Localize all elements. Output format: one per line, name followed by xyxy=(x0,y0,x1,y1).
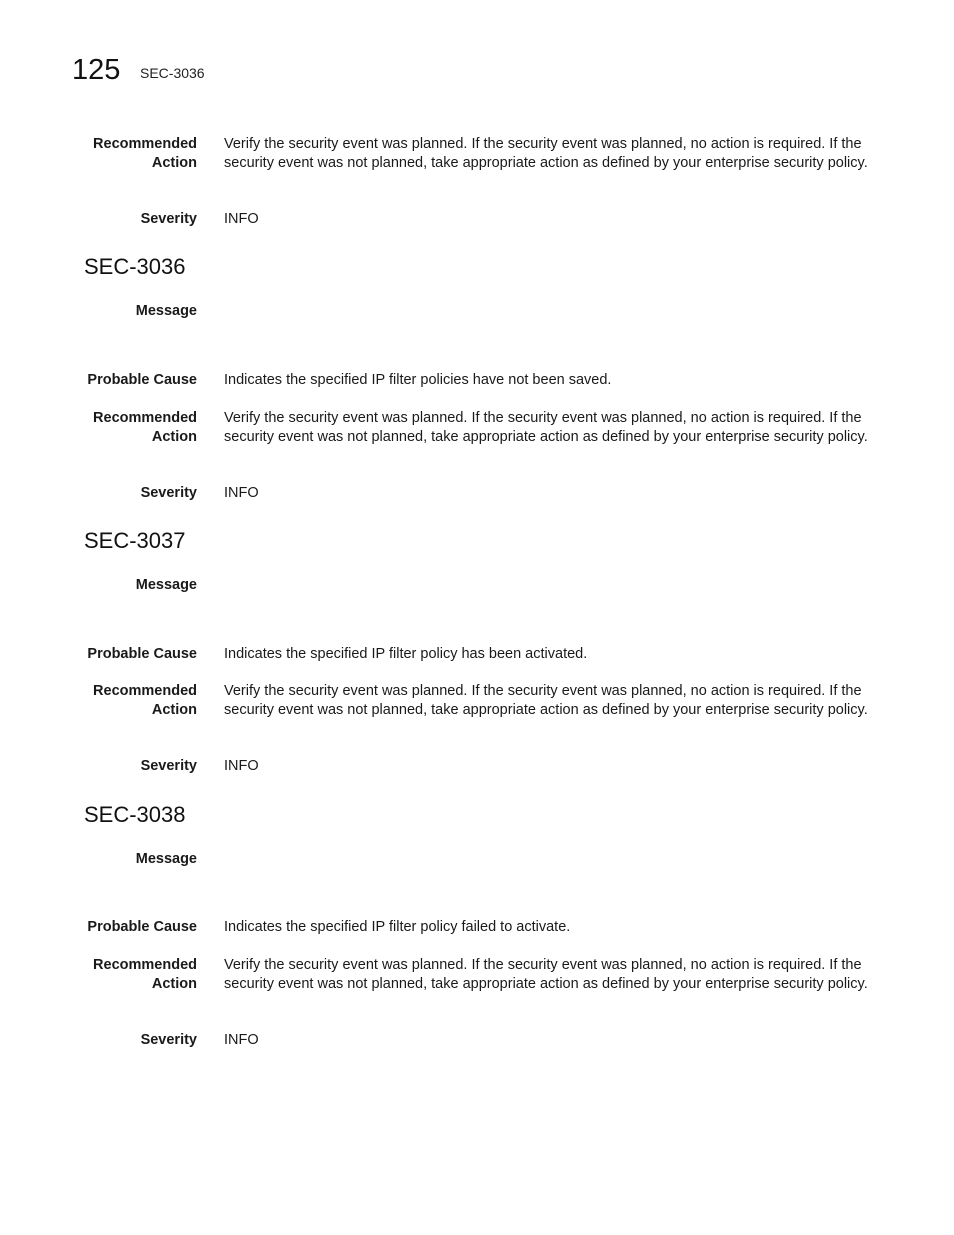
recommended-action-label: Recommended Action xyxy=(93,410,197,445)
probable-cause-label: Probable Cause xyxy=(87,919,197,935)
probable-cause-text: Indicates the specified IP filter policy failed to activate. xyxy=(224,919,571,935)
recommended-action-label: Recommended Action xyxy=(93,683,197,718)
recommended-action-text: Verify the security event was planned. If the security event was planned, no action is required. If the security event was not planned, take appropriate action as defined by your enterprise security policy. xyxy=(224,957,868,992)
severity-value: INFO xyxy=(224,485,259,501)
message-label: Message xyxy=(135,303,197,319)
recommended-action-text: Verify the security event was planned. If the security event was planned, no action is required. If the security event was not planned, take appropriate action as defined by your enterprise security policy. xyxy=(224,136,868,171)
probable-cause-label: Probable Cause xyxy=(87,372,197,388)
recommended-action-label: Recommended Action xyxy=(93,136,197,171)
severity-value: INFO xyxy=(224,1032,259,1048)
recommended-action-text: Verify the security event was planned. If the security event was planned, no action is required. If the security event was not planned, take appropriate action as defined by your enterprise security policy. xyxy=(224,683,868,718)
running-title: SEC-3036 xyxy=(140,65,205,81)
probable-cause-text: Indicates the specified IP filter policies have not been saved. xyxy=(224,372,612,388)
probable-cause-label: Probable Cause xyxy=(87,646,197,662)
severity-label: Severity xyxy=(140,1032,197,1048)
severity-label: Severity xyxy=(140,211,197,227)
probable-cause-text: Indicates the specified IP filter policy has been activated. xyxy=(224,646,588,662)
severity-value: INFO xyxy=(224,758,259,774)
page-number: 125 xyxy=(72,54,121,86)
section-title: SEC-3036 xyxy=(84,254,186,279)
message-label: Message xyxy=(135,577,197,593)
severity-label: Severity xyxy=(140,485,197,501)
message-label: Message xyxy=(135,851,197,867)
section-title: SEC-3037 xyxy=(84,528,186,553)
recommended-action-text: Verify the security event was planned. If the security event was planned, no action is required. If the security event was not planned, take appropriate action as defined by your enterprise security policy. xyxy=(224,410,868,445)
severity-label: Severity xyxy=(140,758,197,774)
section-title: SEC-3038 xyxy=(84,802,186,827)
recommended-action-label: Recommended Action xyxy=(93,957,197,992)
severity-value: INFO xyxy=(224,211,259,227)
